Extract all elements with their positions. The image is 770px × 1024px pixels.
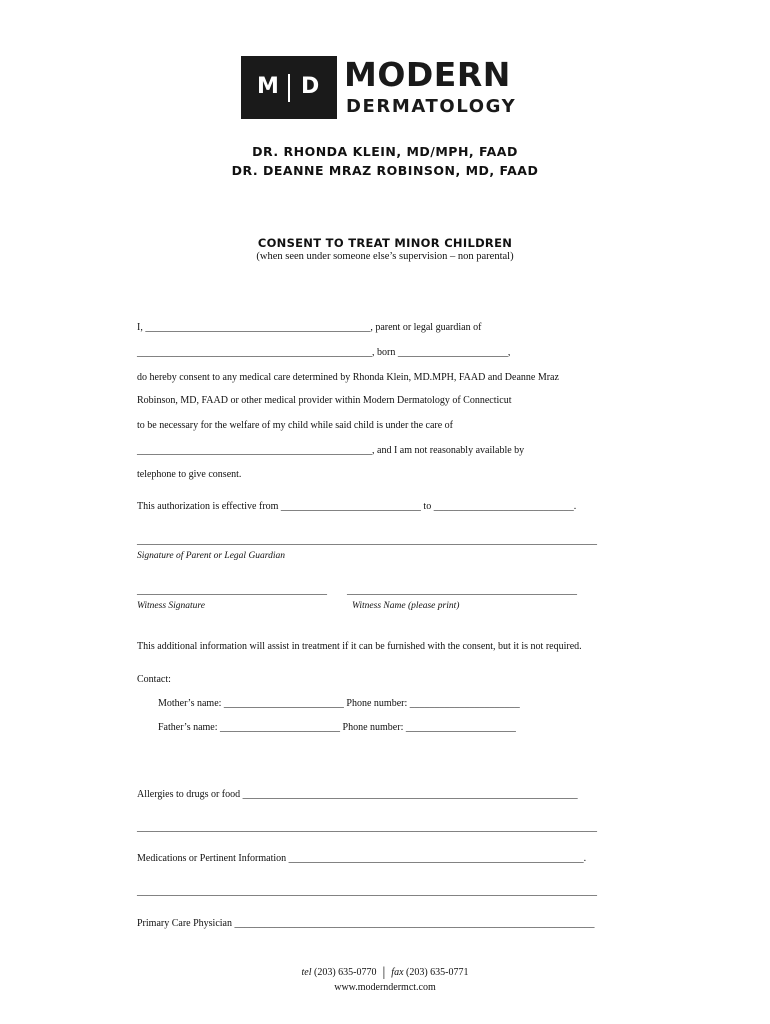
logo-letter-m: M	[257, 74, 279, 99]
tel-label: tel	[301, 967, 312, 978]
witness-signature-line: ______________________________________	[137, 585, 327, 596]
footer-website: www.moderndermct.com	[334, 982, 436, 993]
logo-letter-d: D	[301, 74, 320, 99]
witness-name-label: Witness Name (please print)	[352, 601, 460, 611]
medications-line: Medications or Pertinent Information ___________________________________________________________.	[137, 853, 587, 864]
witness-name-line: ______________________________________________	[347, 585, 577, 596]
form-subtitle: (when seen under someone else’s supervision – non parental)	[256, 251, 514, 262]
allergies-continuation-line: ____________________________________________________________________________________________	[137, 822, 597, 833]
footer-separator: |	[382, 965, 386, 980]
guardian-signature-label: Signature of Parent or Legal Guardian	[137, 551, 286, 561]
fax-number: (203) 635-0771	[406, 967, 469, 978]
logo-word-dermatology: DERMATOLOGY	[346, 96, 517, 117]
effective-dates-line: This authorization is effective from ____________________________ to ____________________________.	[137, 501, 577, 512]
medications-continuation-line: ____________________________________________________________________________________________	[137, 886, 597, 897]
footer-contact	[0, 965, 770, 981]
tel-number: (203) 635-0770	[313, 967, 377, 978]
caretaker-line: _______________________________________________, and I am not reasonably available by	[137, 445, 525, 456]
logo-mark	[241, 56, 337, 119]
consent-text-4: telephone to give consent.	[137, 469, 242, 480]
logo-divider	[288, 74, 290, 102]
consent-text-2: Robinson, MD, FAAD or other medical provider within Modern Dermatology of Connecticut	[137, 395, 512, 406]
guardian-signature-line: ____________________________________________________________________________________________	[137, 535, 597, 546]
witness-signature-label: Witness Signature	[137, 601, 205, 611]
contact-label: Contact:	[137, 674, 171, 685]
form-title: CONSENT TO TREAT MINOR CHILDREN	[257, 236, 513, 250]
logo-word-modern: MODERN	[344, 55, 511, 94]
allergies-line: Allergies to drugs or food ___________________________________________________________________	[137, 789, 578, 800]
guardian-name-line: I, _____________________________________________, parent or legal guardian of	[137, 322, 482, 333]
doctor-name-1: DR. RHONDA KLEIN, MD/MPH, FAAD	[252, 144, 518, 159]
primary-care-physician-line: Primary Care Physician ________________________________________________________________________	[137, 918, 595, 929]
child-name-born-line: _______________________________________________, born ______________________,	[137, 347, 511, 358]
fax-label: fax	[391, 967, 404, 978]
mother-contact-line: Mother’s name: ________________________ Phone number: ______________________	[158, 698, 520, 709]
additional-info-note: This additional information will assist in treatment if it can be furnished with the consent, but it is not required.	[137, 641, 582, 652]
father-contact-line: Father’s name: ________________________ Phone number: ______________________	[158, 722, 516, 733]
consent-text-3: to be necessary for the welfare of my child while said child is under the care of	[137, 420, 453, 431]
consent-text-1: do hereby consent to any medical care determined by Rhonda Klein, MD.MPH, FAAD and Deanne Mraz	[137, 372, 559, 383]
doctor-name-2: DR. DEANNE MRAZ ROBINSON, MD, FAAD	[231, 163, 539, 178]
